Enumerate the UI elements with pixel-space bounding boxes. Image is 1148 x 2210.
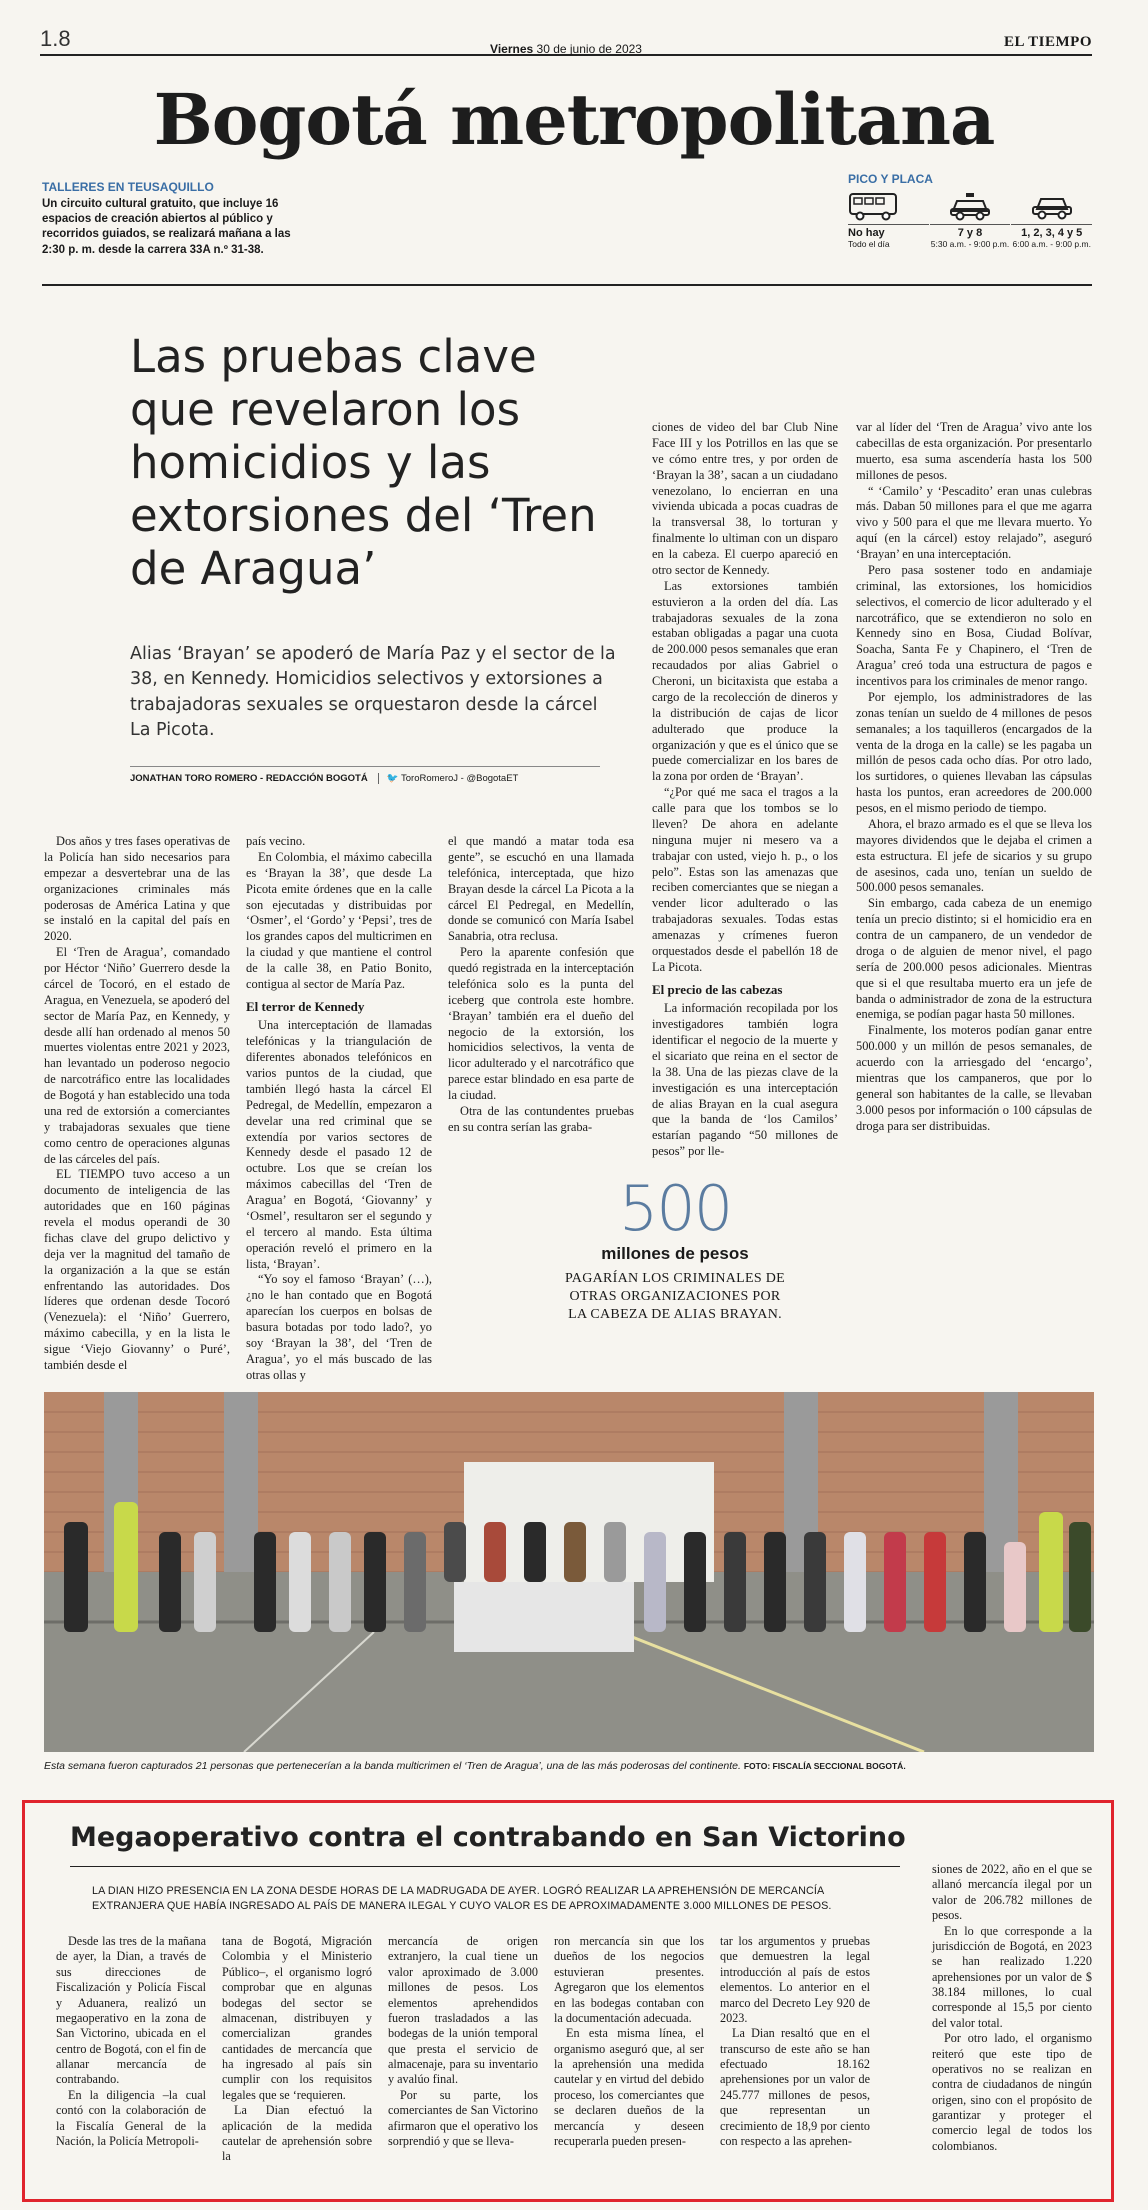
paragraph: Otra de las contundentes pruebas en su contra serían las graba- xyxy=(448,1103,634,1134)
sidebar-column-1 xyxy=(56,1934,206,2149)
paragraph: Las extorsiones también estuvieron a la orden del día. Las trabajadoras sexuales de la zona estaban obligadas a pagar una cuota de 200.000 pesos semanales que eran recaudados por alias Gabriel o Cheroni, un bicitaxista que estaba a cargo de la recolección de dineros y la distribución de cajas de licor adulterado que produce la organización y que es el único que se puede comercializar en los bares de la zona por orden de ‘Brayan’. xyxy=(652,578,838,784)
article-column-5 xyxy=(856,420,1092,1134)
news-photo xyxy=(44,1392,1094,1752)
article-column-4 xyxy=(652,420,838,1160)
highlight-unit: millones de pesos xyxy=(601,1244,749,1263)
paragraph: ciones de video del bar Club Nine Face III y los Potrillos en las que se ve cómo entre tres, y por orden de ‘Brayan la 38’, sacan a un ciudadano venezolano, lo encierran en una vivienda ubicada a pocas cuadras de la transversal 38, lo torturan y finalmente lo ultiman con un disparo en la cabeza. El cuerpo apareció en otro sector de Kennedy. xyxy=(652,420,838,577)
sidebar-column-3 xyxy=(388,1934,538,2149)
paragraph: Por su parte, los comerciantes de San Victorino afirmaron que el operativo los sorprendió y que se lleva- xyxy=(388,2087,538,2148)
paragraph: ron mercancía sin que los dueños de los negocios estuvieran presentes. Agregaron que los elementos en las bodegas contaban con la documentación adecuada. xyxy=(554,1934,704,2025)
sidebar-lead: LA DIAN HIZO PRESENCIA EN LA ZONA DESDE HORAS DE LA MADRUGADA DE AYER. LOGRÓ REALIZAR LA APREHENSIÓN DE MERCANCÍA EXTRANJERA QUE HABÍA INGRESADO AL PAÍS DE MANERA ILEGAL Y CUYO VALOR ES DE APROXIMADAMENTE 3.000 MILLONES DE PESOS. xyxy=(92,1885,832,1913)
pico-label: 1, 2, 3, 4 y 5 xyxy=(1011,224,1092,239)
issue-date-rest: 30 de junio de 2023 xyxy=(536,42,642,56)
pico-label: 7 y 8 xyxy=(930,224,1011,239)
pico-item-car xyxy=(1011,190,1092,249)
paragraph: Pero la aparente confesión que quedó registrada en la interceptación telefónica solo es la punta del iceberg que controla este hombre. ‘Brayan’ también era el dueño del negocio de la extorsión, los homicidios selectivos, la venta de licor adulterado y el narcotráfico que parece estar blindado en esa parte de la ciudad. xyxy=(448,945,634,1102)
taxi-icon xyxy=(930,190,1011,222)
masthead xyxy=(40,26,1092,56)
pico-title: PICO Y PLACA xyxy=(848,172,933,186)
paragraph: Finalmente, los moteros podían ganar entre 500.000 y un millón de pesos semanales, de acuerdo con la arriesgado del ‘encargo’, mientras que los campaneros, que por lo general son habitantes de la calle, se llevaban 3.000 pesos por información o 100 cápsulas de droga para ser distribuidas. xyxy=(856,1023,1092,1133)
paragraph: mercancía de origen extranjero, la cual tiene un valor aproximado de 3.000 millones de pesos. Los elementos aprehendidos fueron trasladados a las bodegas de la unión temporal que presta el servicio de almacenaje, para su inventario y avalúo final. xyxy=(388,1934,538,2087)
pico-label: No hay xyxy=(848,224,929,239)
pico-y-placa xyxy=(848,172,1092,249)
issue-date xyxy=(40,42,1092,56)
pico-item-bus xyxy=(848,190,929,249)
sidebar-column-6 xyxy=(932,1862,1092,2154)
byline-handle: ToroRomeroJ - @BogotaET xyxy=(401,773,519,784)
highlight-description: PAGARÍAN LOS CRIMINALES DE OTRAS ORGANIZACIONES POR LA CABEZA DE ALIAS BRAYAN. xyxy=(564,1271,786,1323)
paragraph: En lo que corresponde a la jurisdicción de Bogotá, en 2023 se han realizado 1.220 aprehensiones por un valor de $ 38.184 millones, lo cual corresponde al 15,5 por ciento del valor total. xyxy=(932,1923,1092,2030)
byline-author: JONATHAN TORO ROMERO - REDACCIÓN BOGOTÁ xyxy=(130,773,368,784)
newspaper-brand: EL TIEMPO xyxy=(1004,34,1092,50)
paragraph: Una interceptación de llamadas telefónicas y la triangulación de diferentes abonados telefónicos en varios puntos de la ciudad, que también llegó hasta la cárcel El Pedregal, de Medellín, empezaron a develar una red criminal que se extendía por varios sectores de Kennedy desde el pasado 12 de octubre. Los que se creían los máximos cabecillas del ‘Tren de Aragua’ en Bogotá, ‘Giovanny’ y ‘Osmel’, resultaron ser el segundo y el tercero al mando. Esta última operación reveló el primero en la lista, ‘Brayan’. xyxy=(246,1018,432,1271)
promo-box xyxy=(42,180,312,258)
paragraph: tana de Bogotá, Migración Colombia y el Ministerio Público–, el organismo logró comprobar que en algunas bodegas del sector se almacenan, distribuyen y comercializan grandes cantidades de mercancía que ha ingresado al país sin cumplir con los requisitos legales que se ‘requieren. xyxy=(222,1934,372,2102)
paragraph: país vecino. xyxy=(246,834,306,848)
article-column-2 xyxy=(246,834,432,1384)
paragraph: “ ‘Camilo’ y ‘Pescadito’ eran unas culebras más. Daban 50 millones para el que me agarra vivo y 500 para el que me llevara muerto. Yo aquí (en la cárcel) estoy relajado”, aseguró ‘Brayan’ en una interceptación. xyxy=(856,483,1092,561)
sidebar-title: Megaoperativo contra el contrabando en San Victorino xyxy=(70,1822,906,1853)
photo-credit: FOTO: FISCALÍA SECCIONAL BOGOTÁ. xyxy=(743,1761,906,1771)
paragraph: En esta misma línea, el organismo aseguró que, al ser la aprehensión una medida cautelar y en virtud del debido proceso, los comerciantes que se declaren dueños de la mercancía y deseen recuperarla pueden presen- xyxy=(554,2026,704,2148)
paragraph: En la diligencia –la cual contó con la colaboración de la Fiscalía General de la Nación, la Policía Metropoli- xyxy=(56,2087,206,2148)
paragraph: Desde las tres de la mañana de ayer, la Dian, a través de sus direcciones de Fiscalización y Policía Fiscal y Aduanera, realizó un megaoperativo en la zona de San Victorino, ubicada en el centro de Bogotá, con el fin de allanar mercancía de contrabando. xyxy=(56,1934,206,2087)
article-standfirst: Alias ‘Brayan’ se apoderó de María Paz y el sector de la 38, en Kennedy. Homicidios selectivos y extorsiones a trabajadoras sexuales se orquestaron desde la cárcel La Picota. xyxy=(130,644,616,741)
car-icon xyxy=(1011,190,1092,222)
paragraph: La información recopilada por los investigadores también logra identificar el negocio de la muerte y el sicariato que reina en el sector de la 38. Una de las piezas clave de la investigación es una interceptación de alias Brayan en la cual asegura que la banda de ‘los Camilos’ estarían pagando “50 millones de pesos” por lle- xyxy=(652,1001,838,1159)
paragraph: Por ejemplo, los administradores de las zonas tenían un sueldo de 4 millones de pesos semanales; a los taquilleros (encargados de la venta de la droga en la calle) se les pagaba un millón de pesos cada ocho días. Por otro lado, los surtidores, o quienes llevaban las cápsulas hasta los puntos, eran acreedores de 200.000 pesos, en el mismo periodo de tiempo. xyxy=(856,689,1092,815)
paragraph: EL TIEMPO tuvo acceso a un documento de inteligencia de las autoridades que en 160 páginas revela el modus operandi de 30 fichas clave del grupo delictivo y deja ver la magnitud del tamaño de la organización a la que se están enfrentando las autoridades. Dos líderes que ordenan desde Tocoró (Venezuela): el ‘Niño’ Guerrero, máximo cabecilla, y en la lista le sigue ‘Viejo Giovanny’ o Puré’, también desde el xyxy=(44,1167,230,1372)
paragraph: Sin embargo, cada cabeza de un enemigo tenía un precio distinto; si el homicidio era en contra de un campanero, de un vendedor de droga o de alguien de menor nivel, el pago sería de 200.000 pesos adicionales. Mientras que si el que resultaba muerto era un jefe de banda o administrador de zona de la estructura enemiga, se podían pagar hasta 50 millones. xyxy=(856,896,1092,1022)
paragraph: “¿Por qué me saca el tragos a la calle para que los tombos se lo lleven? De ahora en adelante ninguna mujer ni mesero va a trabajar con usted, viejo h. p., o los pelo”. Estas son las amenazas que reciben comerciantes que se niegan a vender licor adulterado o las trabajadoras sexuales. Todas estas amenazas y crímenes fueron orquestados desde el pabellón 18 de La Picota. xyxy=(652,785,838,974)
caption-text: Esta semana fueron capturados 21 personas que pertenecerían a la banda multicrimen el ‘Tren de Aragua’, una de las más poderosas del continente. xyxy=(44,1760,741,1772)
subhead: El terror de Kennedy xyxy=(246,998,365,1014)
article-byline xyxy=(130,766,600,784)
sidebar-column-5 xyxy=(720,1934,870,2149)
bus-icon xyxy=(848,190,929,222)
issue-day: Viernes xyxy=(490,42,534,56)
highlight-number: 500 xyxy=(618,1172,732,1245)
page-number: 1.8 xyxy=(40,26,71,51)
paragraph: siones de 2022, año en el que se allanó mercancía ilegal por un valor de 206.782 millones de pesos. xyxy=(932,1862,1092,1923)
subhead: El precio de las cabezas xyxy=(652,981,783,997)
promo-title: TALLERES EN TEUSAQUILLO xyxy=(42,180,214,194)
paragraph: Por otro lado, el organismo reiteró que este tipo de operativos no se realizan en contra de ciudadanos de ningún origen, sino con el propósito de garantizar y proteger el comercio legal de todos los colombianos. xyxy=(932,2031,1092,2153)
article-column-3 xyxy=(448,834,634,1136)
sidebar-column-2 xyxy=(222,1934,372,2165)
pico-time: 5:30 a.m. - 9:00 p.m. xyxy=(930,239,1010,249)
paragraph: En Colombia, el máximo cabecilla es ‘Brayan la 38’, que desde La Picota emite órdenes que en la calle son ejecutadas y distribuidas por ‘Osmer’, el ‘Gordo’ y ‘Pepsi’, tres de los grandes capos del multicrimen en la ciudad y que mantiene el control de la calle 38, en Patio Bonito, contigua al sector de María Paz. xyxy=(246,849,432,991)
paragraph: “Yo soy el famoso ‘Brayan’ (…), ¿no le han contado que en Bogotá aparecían los cuerpos en bolsas de basura botadas por todo lado?, yo soy ‘Brayan la 38’, del ‘Tren de Aragua’, yo el más buscado de las otras ollas y xyxy=(246,1272,432,1382)
paragraph: Pero pasa sostener todo en andamiaje criminal, las extorsiones, los homicidios selectivos, el comercio de licor adulterado y el narcotráfico, que se extendieron no solo en Kennedy sino en Bosa, Ciudad Bolívar, Soacha, Santa Fe y Chapinero, el ‘Tren de Aragua’ creó toda una estructura de pagos e incentivos para los criminales de menor rango. xyxy=(856,562,1092,688)
twitter-icon: 🐦 xyxy=(386,773,399,784)
paragraph: La Dian efectuó la aplicación de la medida cautelar de aprehensión sobre la xyxy=(222,2103,372,2164)
paragraph: Dos años y tres fases operativas de la Policía han sido necesarios para empezar a desvertebrar una de las organizaciones criminales más poderosas de América Latina y que se instaló en la capital del país en 2020. xyxy=(44,834,230,944)
paragraph: La Dian resaltó que en el transcurso de este año se han efectuado 18.162 aprehensiones por un valor de 245.777 millones de pesos, que representan un crecimiento de 18,9 por ciento con respecto a las aprehen- xyxy=(720,2026,870,2148)
photo-caption xyxy=(44,1760,1094,1772)
sidebar-divider xyxy=(70,1866,900,1867)
section-divider xyxy=(42,284,1092,286)
highlight-callout xyxy=(560,1172,790,1325)
paragraph: El ‘Tren de Aragua’, comandado por Héctor ‘Niño’ Guerrero desde la cárcel de Tocoró, en el estado de Aragua, en Venezuela, se apoderó del sector de María Paz, en Kennedy, y desde allí han ordenado al menos 50 muertes violentas entre 2021 y 2023, han levantado un poderoso negocio de narcotráfico entre las localidades de Bogotá y han establecido una toda una red de extorsión a comerciantes y trabajadoras sexuales que tiene como centro de operaciones algunas de las cárceles del país. xyxy=(44,945,230,1166)
pico-time: Todo el día xyxy=(848,239,890,249)
paragraph: var al líder del ‘Tren de Aragua’ vivo ante los cabecillas de esta organización. Por presentarlo muerto, esa suma ascendería hasta los 500 millones de pesos. xyxy=(856,420,1092,482)
paragraph: Ahora, el brazo armado es el que se lleva los mayores dividendos que le dejaba el crimen a esta estructura. El jefe de sicarios y su grupo de asesinos, cada uno, tenían un sueldo de 500.000 pesos semanales. xyxy=(856,816,1092,895)
section-title: Bogotá metropolitana xyxy=(153,78,995,161)
paragraph: el que mandó a matar toda esa gente”, se escuchó en una llamada telefónica, interceptada, que hizo Brayan desde la cárcel La Picota a la cárcel El Pedregal, en Medellín, donde se comunicó con María Isabel Sanabria, otra reclusa. xyxy=(448,834,634,944)
byline-social xyxy=(378,773,519,784)
paragraph: tar los argumentos y pruebas que demuestren la legal introducción al país de estos elementos. Lo anterior en el marco del Decreto Ley 920 de 2023. xyxy=(720,1934,870,2025)
sidebar-column-4 xyxy=(554,1934,704,2149)
article-column-1 xyxy=(44,834,230,1374)
promo-text: Un circuito cultural gratuito, que incluye 16 espacios de creación abiertos al público y recorridos guiados, se realizará mañana a las 2:30 p. m. desde la carrera 33A n.º 31-38. xyxy=(42,198,291,256)
pico-time: 6:00 a.m. - 9:00 p.m. xyxy=(1012,239,1091,249)
article-headline: Las pruebas clave que revelaron los homicidios y las extorsiones del ‘Tren de Aragua’ xyxy=(130,330,597,596)
pico-item-taxi xyxy=(930,190,1011,249)
